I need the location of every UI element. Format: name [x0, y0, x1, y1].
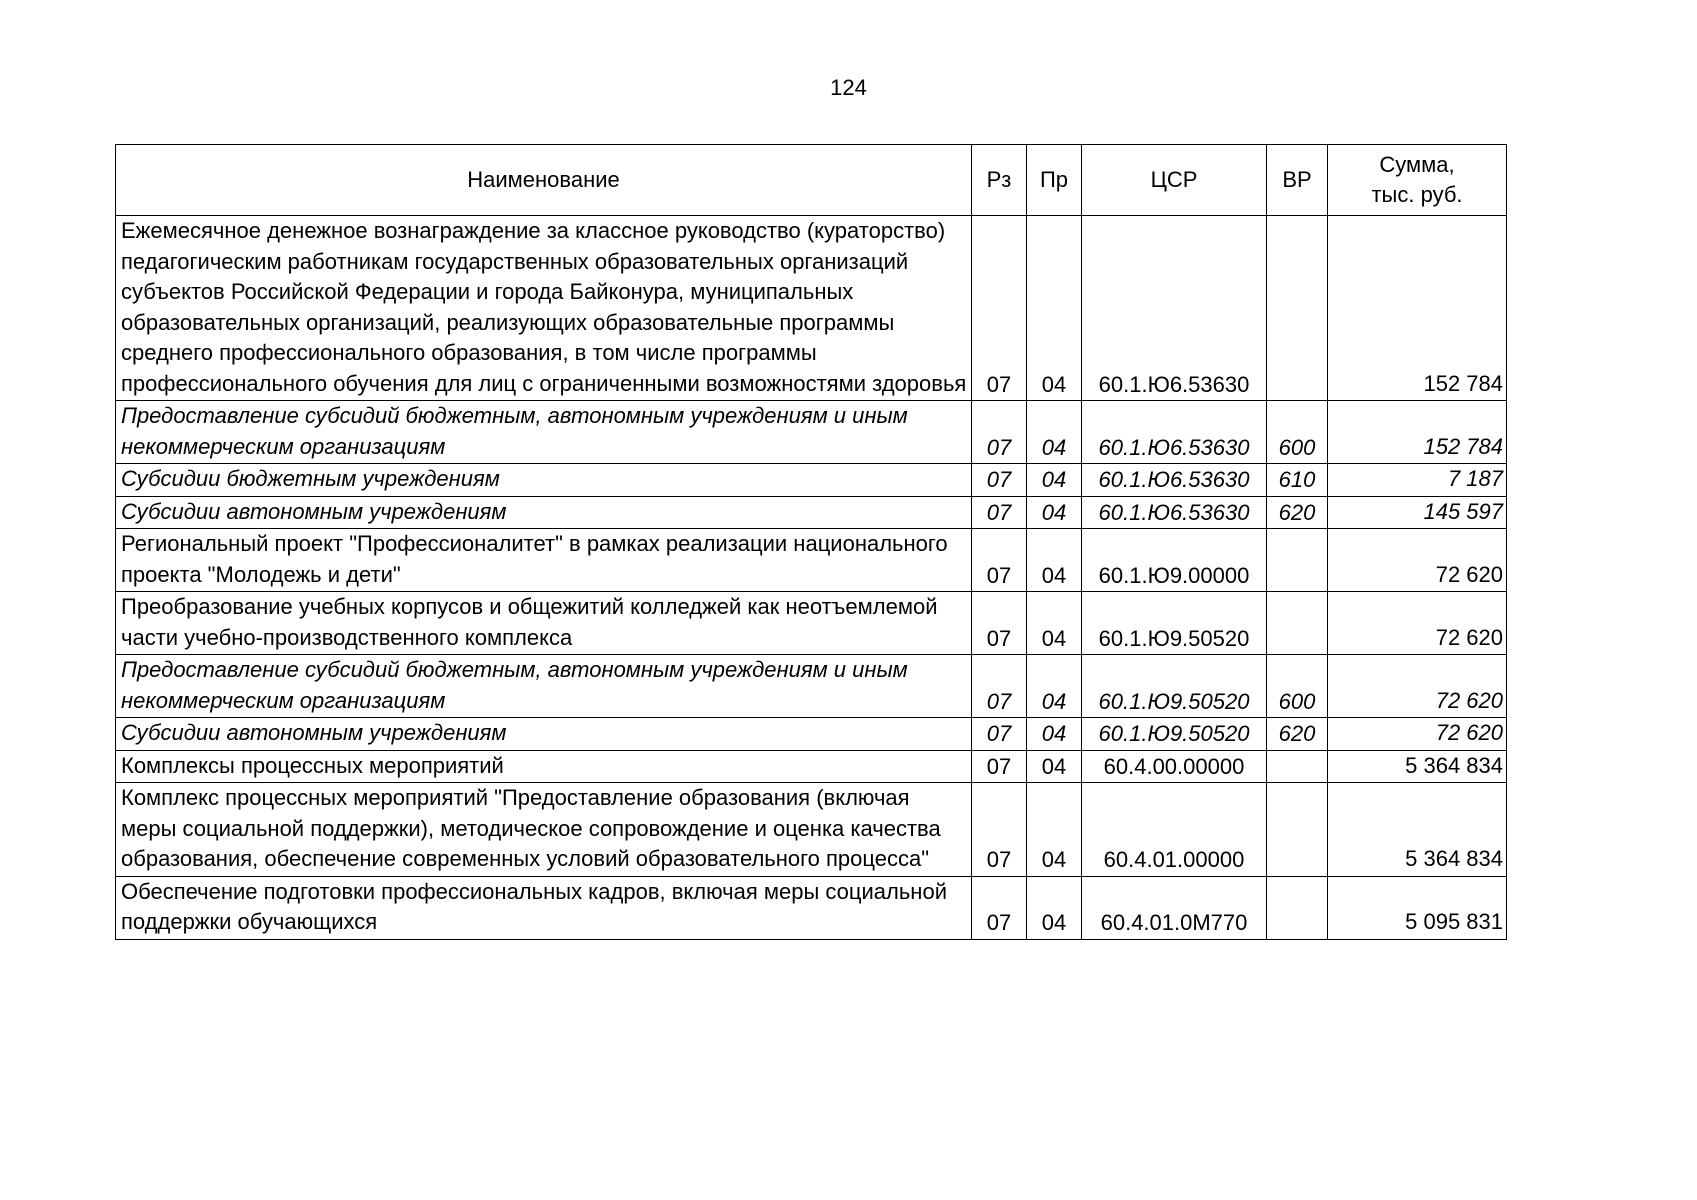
- header-sum-line2: тыс. руб.: [1371, 182, 1463, 207]
- header-name: Наименование: [116, 145, 972, 216]
- cell-csr: 60.1.Ю6.53630: [1082, 401, 1267, 464]
- cell-name: Комплекс процессных мероприятий "Предоставление образования (включая меры социальной поддержки), методическое сопровождение и оценка качества образования, обеспечение современных условий образовательного процесса": [116, 783, 972, 877]
- cell-sum: 5 364 834: [1328, 783, 1507, 877]
- cell-sum: 5 095 831: [1328, 876, 1507, 939]
- cell-name: Субсидии бюджетным учреждениям: [116, 464, 972, 497]
- cell-rz: 07: [972, 529, 1027, 592]
- table-body: [116, 216, 1507, 940]
- cell-csr: 60.1.Ю9.50520: [1082, 655, 1267, 718]
- header-rz: Рз: [972, 145, 1027, 216]
- cell-sum: 7 187: [1328, 464, 1507, 497]
- table-row: [116, 655, 1507, 718]
- cell-pr: 04: [1027, 655, 1082, 718]
- cell-pr: 04: [1027, 464, 1082, 497]
- cell-rz: 07: [972, 216, 1027, 401]
- cell-name: Предоставление субсидий бюджетным, автономным учреждениям и иным некоммерческим организациям: [116, 655, 972, 718]
- cell-rz: 07: [972, 718, 1027, 751]
- cell-name: Комплексы процессных мероприятий: [116, 750, 972, 783]
- table-row: [116, 401, 1507, 464]
- cell-name: Региональный проект "Профессионалитет" в рамках реализации национального проекта "Молодежь и дети": [116, 529, 972, 592]
- cell-pr: 04: [1027, 750, 1082, 783]
- cell-pr: 04: [1027, 783, 1082, 877]
- cell-csr: 60.1.Ю9.50520: [1082, 718, 1267, 751]
- cell-sum: 152 784: [1328, 401, 1507, 464]
- cell-sum: 72 620: [1328, 718, 1507, 751]
- cell-csr: 60.1.Ю6.53630: [1082, 496, 1267, 529]
- header-sum-line1: Сумма,: [1379, 152, 1455, 177]
- table-header-row: [116, 145, 1507, 216]
- cell-name: Обеспечение подготовки профессиональных кадров, включая меры социальной поддержки обучающихся: [116, 876, 972, 939]
- table-row: [116, 750, 1507, 783]
- page-number: 124: [830, 75, 867, 100]
- header-sum: [1328, 145, 1507, 216]
- cell-sum: 145 597: [1328, 496, 1507, 529]
- cell-vr: 600: [1267, 655, 1328, 718]
- cell-rz: 07: [972, 655, 1027, 718]
- cell-csr: 60.1.Ю9.00000: [1082, 529, 1267, 592]
- cell-vr: [1267, 750, 1328, 783]
- table-row: [116, 783, 1507, 877]
- table-row: [116, 496, 1507, 529]
- table-row: [116, 529, 1507, 592]
- cell-sum: 72 620: [1328, 592, 1507, 655]
- table-row: [116, 216, 1507, 401]
- cell-vr: [1267, 783, 1328, 877]
- table-row: [116, 718, 1507, 751]
- cell-csr: 60.1.Ю6.53630: [1082, 216, 1267, 401]
- cell-csr: 60.4.01.00000: [1082, 783, 1267, 877]
- cell-csr: 60.1.Ю6.53630: [1082, 464, 1267, 497]
- cell-sum: 5 364 834: [1328, 750, 1507, 783]
- cell-pr: 04: [1027, 216, 1082, 401]
- cell-rz: 07: [972, 592, 1027, 655]
- cell-pr: 04: [1027, 529, 1082, 592]
- cell-vr: 600: [1267, 401, 1328, 464]
- cell-csr: 60.4.01.0М770: [1082, 876, 1267, 939]
- header-csr: ЦСР: [1082, 145, 1267, 216]
- cell-vr: 610: [1267, 464, 1328, 497]
- table-row: [116, 876, 1507, 939]
- cell-rz: 07: [972, 750, 1027, 783]
- cell-name: Субсидии автономным учреждениям: [116, 496, 972, 529]
- cell-pr: 04: [1027, 496, 1082, 529]
- cell-vr: [1267, 876, 1328, 939]
- cell-name: Предоставление субсидий бюджетным, автономным учреждениям и иным некоммерческим организациям: [116, 401, 972, 464]
- cell-vr: 620: [1267, 496, 1328, 529]
- cell-pr: 04: [1027, 592, 1082, 655]
- budget-table: [115, 144, 1507, 940]
- cell-vr: [1267, 216, 1328, 401]
- cell-rz: 07: [972, 876, 1027, 939]
- header-vr: ВР: [1267, 145, 1328, 216]
- header-pr: Пр: [1027, 145, 1082, 216]
- cell-csr: 60.4.00.00000: [1082, 750, 1267, 783]
- cell-rz: 07: [972, 496, 1027, 529]
- cell-rz: 07: [972, 464, 1027, 497]
- cell-rz: 07: [972, 401, 1027, 464]
- cell-csr: 60.1.Ю9.50520: [1082, 592, 1267, 655]
- cell-name: Ежемесячное денежное вознаграждение за классное руководство (кураторство) педагогическим работникам государственных образовательных организаций субъектов Российской Федерации и города Байконура, муниципальных образовательных организаций, реализующих образовательные программы среднего профессионального образования, в том числе программы профессионального обучения для лиц с ограниченными возможностями здоровья: [116, 216, 972, 401]
- cell-pr: 04: [1027, 401, 1082, 464]
- cell-sum: 72 620: [1328, 529, 1507, 592]
- cell-rz: 07: [972, 783, 1027, 877]
- cell-vr: [1267, 592, 1328, 655]
- cell-pr: 04: [1027, 876, 1082, 939]
- table-row: [116, 592, 1507, 655]
- cell-sum: 152 784: [1328, 216, 1507, 401]
- cell-name: Субсидии автономным учреждениям: [116, 718, 972, 751]
- cell-name: Преобразование учебных корпусов и общежитий колледжей как неотъемлемой части учебно-производственного комплекса: [116, 592, 972, 655]
- cell-vr: 620: [1267, 718, 1328, 751]
- table-row: [116, 464, 1507, 497]
- cell-sum: 72 620: [1328, 655, 1507, 718]
- cell-vr: [1267, 529, 1328, 592]
- cell-pr: 04: [1027, 718, 1082, 751]
